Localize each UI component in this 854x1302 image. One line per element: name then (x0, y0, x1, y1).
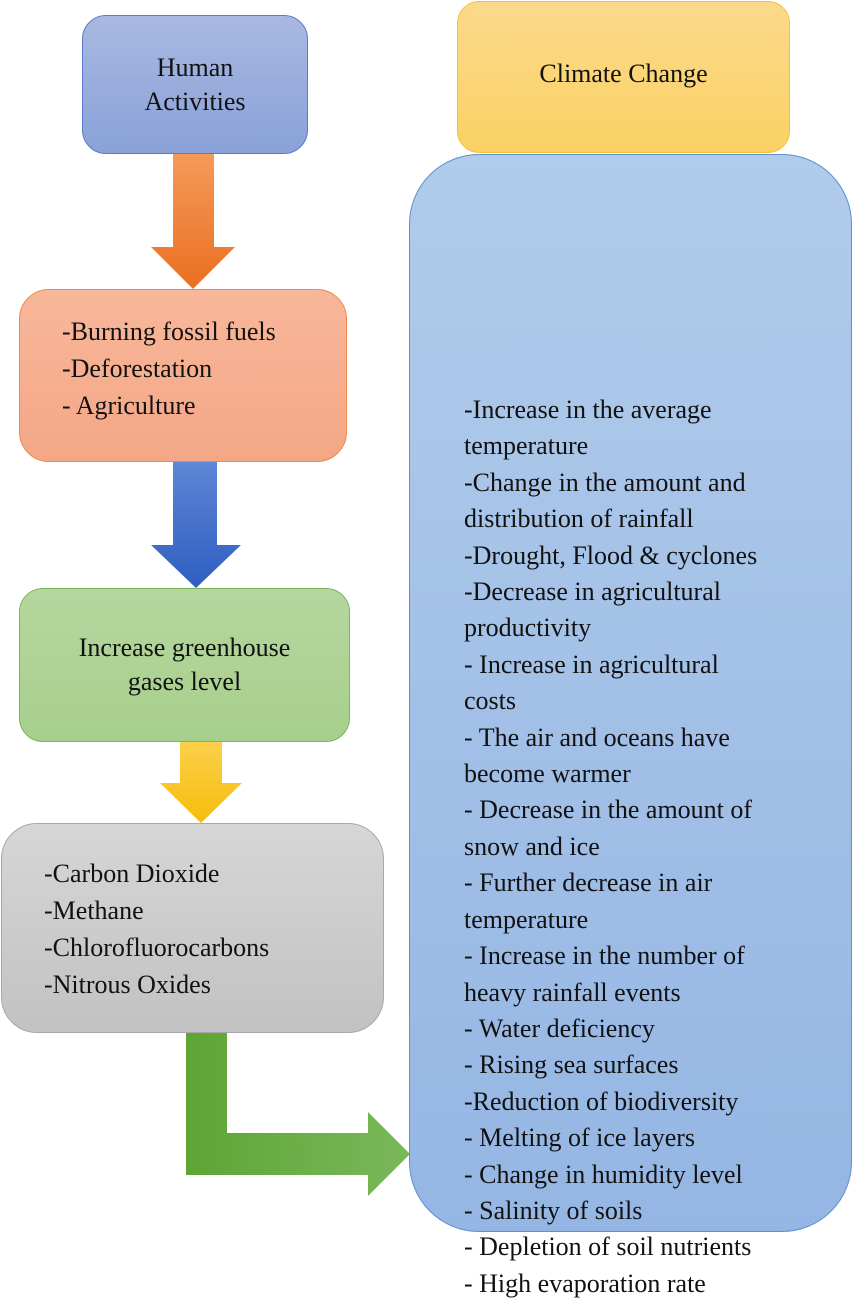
gas-item: -Carbon Dioxide (44, 859, 220, 888)
effect-line: - Melting of ice layers (464, 1123, 696, 1153)
effect-line: - Increase in the number of (464, 941, 745, 971)
effect-line: become warmer (464, 759, 631, 789)
effect-line: - Depletion of soil nutrients (464, 1232, 752, 1262)
gas-item: -Nitrous Oxides (44, 970, 211, 999)
human-activities-line-1: Human (156, 52, 234, 82)
effect-line: -Decrease in agricultural (464, 577, 721, 607)
effect-line: distribution of rainfall (464, 504, 694, 534)
cause-item: -Deforestation (62, 354, 213, 383)
human-activities-line-2: Activities (144, 86, 246, 116)
effect-line: - Rising sea surfaces (464, 1050, 679, 1080)
effect-line: costs (464, 686, 516, 716)
effect-line: -Drought, Flood & cyclones (464, 540, 758, 570)
gas-item: -Methane (44, 896, 144, 925)
cause-item: - Agriculture (62, 391, 196, 420)
effect-line: - Decrease in the amount of (464, 795, 753, 825)
effect-line: productivity (464, 613, 592, 643)
climate-change-title: Climate Change (539, 59, 708, 88)
gas-item: -Chlorofluorocarbons (44, 933, 270, 962)
effect-line: -Reduction of biodiversity (464, 1086, 739, 1116)
greenhouse-line-1: Increase greenhouse (78, 633, 291, 662)
greenhouse-line-2: gases level (127, 667, 242, 696)
effect-line: temperature (464, 904, 589, 934)
effect-line: temperature (464, 431, 589, 461)
human-activities-box (82, 15, 308, 154)
causes-box (19, 289, 347, 462)
effect-line: - Change in humidity level (464, 1159, 743, 1189)
effect-line: -Increase in the average (464, 395, 712, 424)
climate-change-title-box (457, 1, 790, 153)
effect-line: - The air and oceans have (464, 722, 730, 752)
greenhouse-gases-box (19, 588, 350, 742)
effect-line: heavy rainfall events (464, 977, 681, 1007)
arrow-orange (151, 154, 235, 289)
climate-effects-box (409, 154, 852, 1298)
cause-item: -Burning fossil fuels (62, 317, 276, 346)
effect-line: snow and ice (464, 831, 600, 861)
effect-line: -Change in the amount and (464, 467, 746, 497)
gases-box (1, 823, 384, 1033)
arrow-yellow (160, 742, 242, 823)
effect-line: - Further decrease in air (464, 868, 713, 898)
arrow-green (186, 1033, 410, 1196)
effect-line: - Salinity of soils (464, 1195, 643, 1225)
effect-line: - High evaporation rate (464, 1268, 706, 1298)
arrow-blue (151, 462, 241, 588)
effect-line: - Water deficiency (464, 1013, 655, 1043)
effect-line: - Increase in agricultural (464, 649, 719, 679)
